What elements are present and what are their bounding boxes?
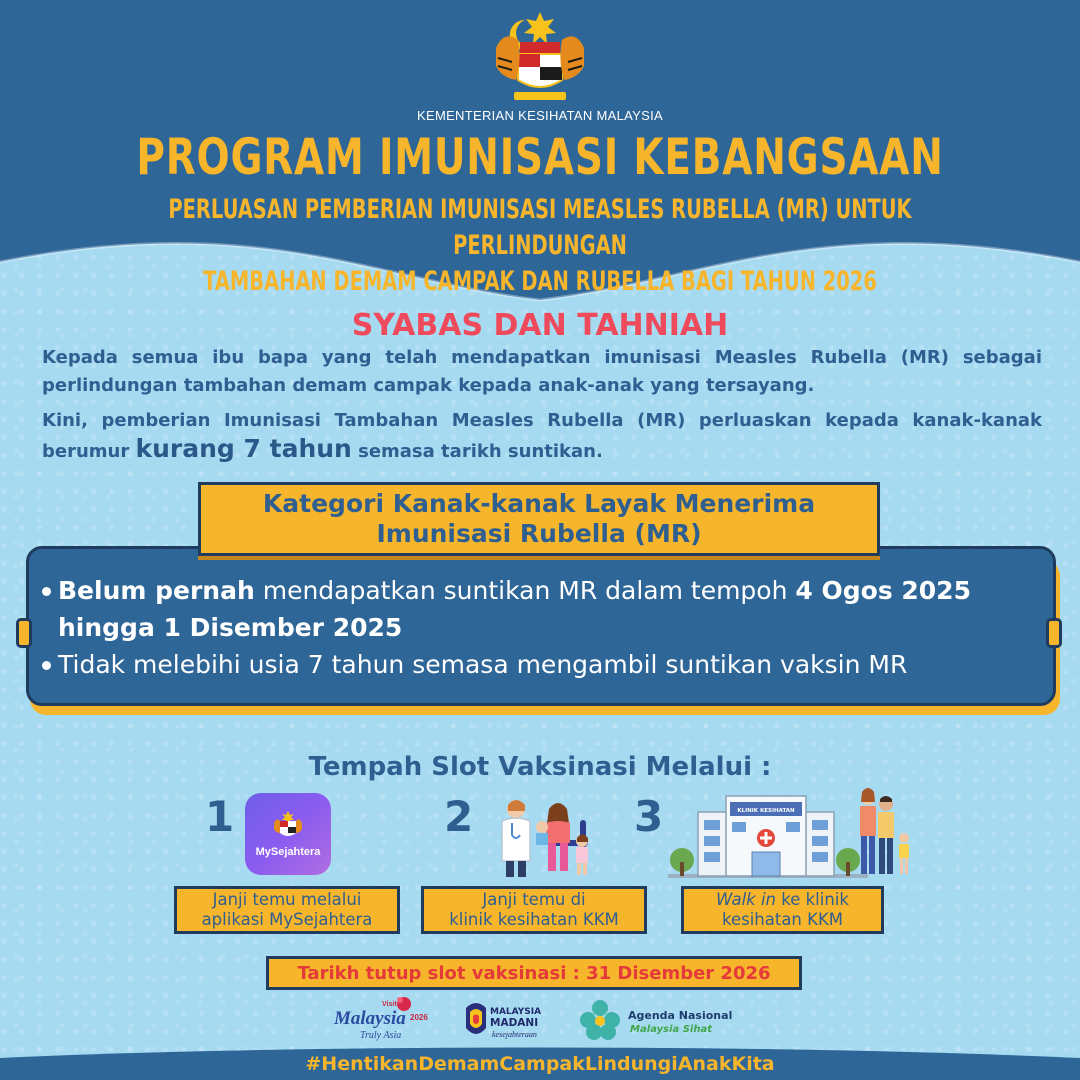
agenda-nasional-logo [578, 994, 758, 1044]
congratulations-heading: SYABAS DAN TAHNIAH [351, 308, 729, 343]
deadline-banner: Tarikh tutup slot vaksinasi : 31 Disember 2026 [266, 956, 802, 990]
ministry-name: KEMENTERIAN KESIHATAN MALAYSIA [417, 108, 663, 123]
bullet-1-bold-start: Belum pernah [58, 576, 255, 605]
option-number-1: 1 [205, 792, 235, 841]
svg-text:MALAYSIA: MALAYSIA [490, 1007, 542, 1017]
option-3-line-1 [716, 890, 849, 910]
subtitle-line-1: PERLUASAN PEMBERIAN IMUNISASI MEASLES RUBELLA (MR) UNTUK PERLINDUNGAN [168, 194, 912, 261]
svg-text:Malaysia: Malaysia [334, 1008, 406, 1029]
option-2-line-1: Janji temu di [482, 890, 586, 909]
paragraph-2-end: semasa tarikh suntikan. [351, 441, 603, 462]
malaysia-coat-of-arms-icon [480, 8, 600, 108]
option-1-line-2: aplikasi MySejahtera [201, 910, 373, 929]
footer-hashtag: #HentikanDemamCampakLindungiAnakKita [305, 1053, 775, 1075]
app-name: MySejahtera [255, 846, 321, 858]
svg-text:kesejahteraan: kesejahteraan [492, 1030, 537, 1039]
bullet-1-bold-end: 4 Ogos 2025 hingga 1 Disember 2025 [58, 576, 971, 642]
bullet-2-text: Tidak melebihi usia 7 tahun semasa mengambil suntikan vaksin MR [58, 650, 908, 679]
clinic-appointment-illustration [488, 795, 598, 880]
panel-right-tab [1046, 618, 1062, 648]
option-1-line-1: Janji temu melalui [212, 890, 362, 909]
page-title: PROGRAM IMUNISASI KEBANGSAAN [136, 128, 944, 186]
walk-in-text: Walk in [716, 890, 776, 909]
paragraph-2-start: Kini, pemberian Imunisasi Tambahan Measles Rubella (MR) perluaskan kepada kanak-kanak berumur [42, 410, 1042, 462]
option-3-line-1-rest: ke klinik [776, 890, 849, 909]
category-header-line-2: Imunisasi Rubella (MR) [376, 519, 702, 548]
svg-text:2026: 2026 [410, 1013, 428, 1022]
clinic-building-illustration [668, 782, 912, 882]
page-subtitle [151, 192, 929, 300]
bullet-dot-icon [42, 587, 51, 596]
intro-paragraph-2 [42, 407, 1042, 466]
svg-text:Truly Asia: Truly Asia [360, 1030, 402, 1041]
option-1-label [174, 886, 400, 934]
category-header [198, 482, 880, 556]
clinic-sign-text: KLINIK KESIHATAN [737, 808, 795, 814]
eligibility-item [42, 646, 1042, 683]
svg-text:Malaysia Sihat: Malaysia Sihat [630, 1024, 712, 1035]
eligibility-item [42, 572, 1042, 646]
subtitle-line-2: TAMBAHAN DEMAM CAMPAK DAN RUBELLA BAGI TAHUN 2026 [203, 266, 877, 297]
booking-title: Tempah Slot Vaksinasi Melalui : [308, 752, 772, 782]
malaysia-madani-logo [462, 1000, 562, 1044]
option-2-line-2: klinik kesihatan KKM [449, 910, 619, 929]
option-2-label [421, 886, 647, 934]
category-header-line-1: Kategori Kanak-kanak Layak Menerima [262, 489, 816, 518]
svg-text:Visit: Visit [382, 1001, 397, 1008]
option-number-3: 3 [634, 792, 664, 841]
mysejahtera-app-icon [245, 793, 331, 875]
panel-left-tab [16, 618, 32, 648]
svg-text:Agenda Nasional: Agenda Nasional [628, 1009, 733, 1022]
bullet-dot-icon [42, 661, 51, 670]
coat-of-arms-icon [271, 809, 305, 843]
option-number-2: 2 [444, 792, 474, 841]
option-3-label [681, 886, 884, 934]
option-3-line-2: kesihatan KKM [721, 910, 844, 929]
intro-paragraph-1: Kepada semua ibu bapa yang telah mendapatkan imunisasi Measles Rubella (MR) sebagai perlindungan tambahan demam campak kepada anak-anak yang tersayang. [42, 347, 1042, 396]
age-emphasis: kurang 7 tahun [135, 434, 352, 463]
eligibility-list [42, 572, 1042, 683]
svg-text:MADANI: MADANI [490, 1017, 539, 1029]
bullet-1-middle: mendapatkan suntikan MR dalam tempoh [254, 576, 796, 605]
visit-malaysia-logo [330, 994, 450, 1044]
